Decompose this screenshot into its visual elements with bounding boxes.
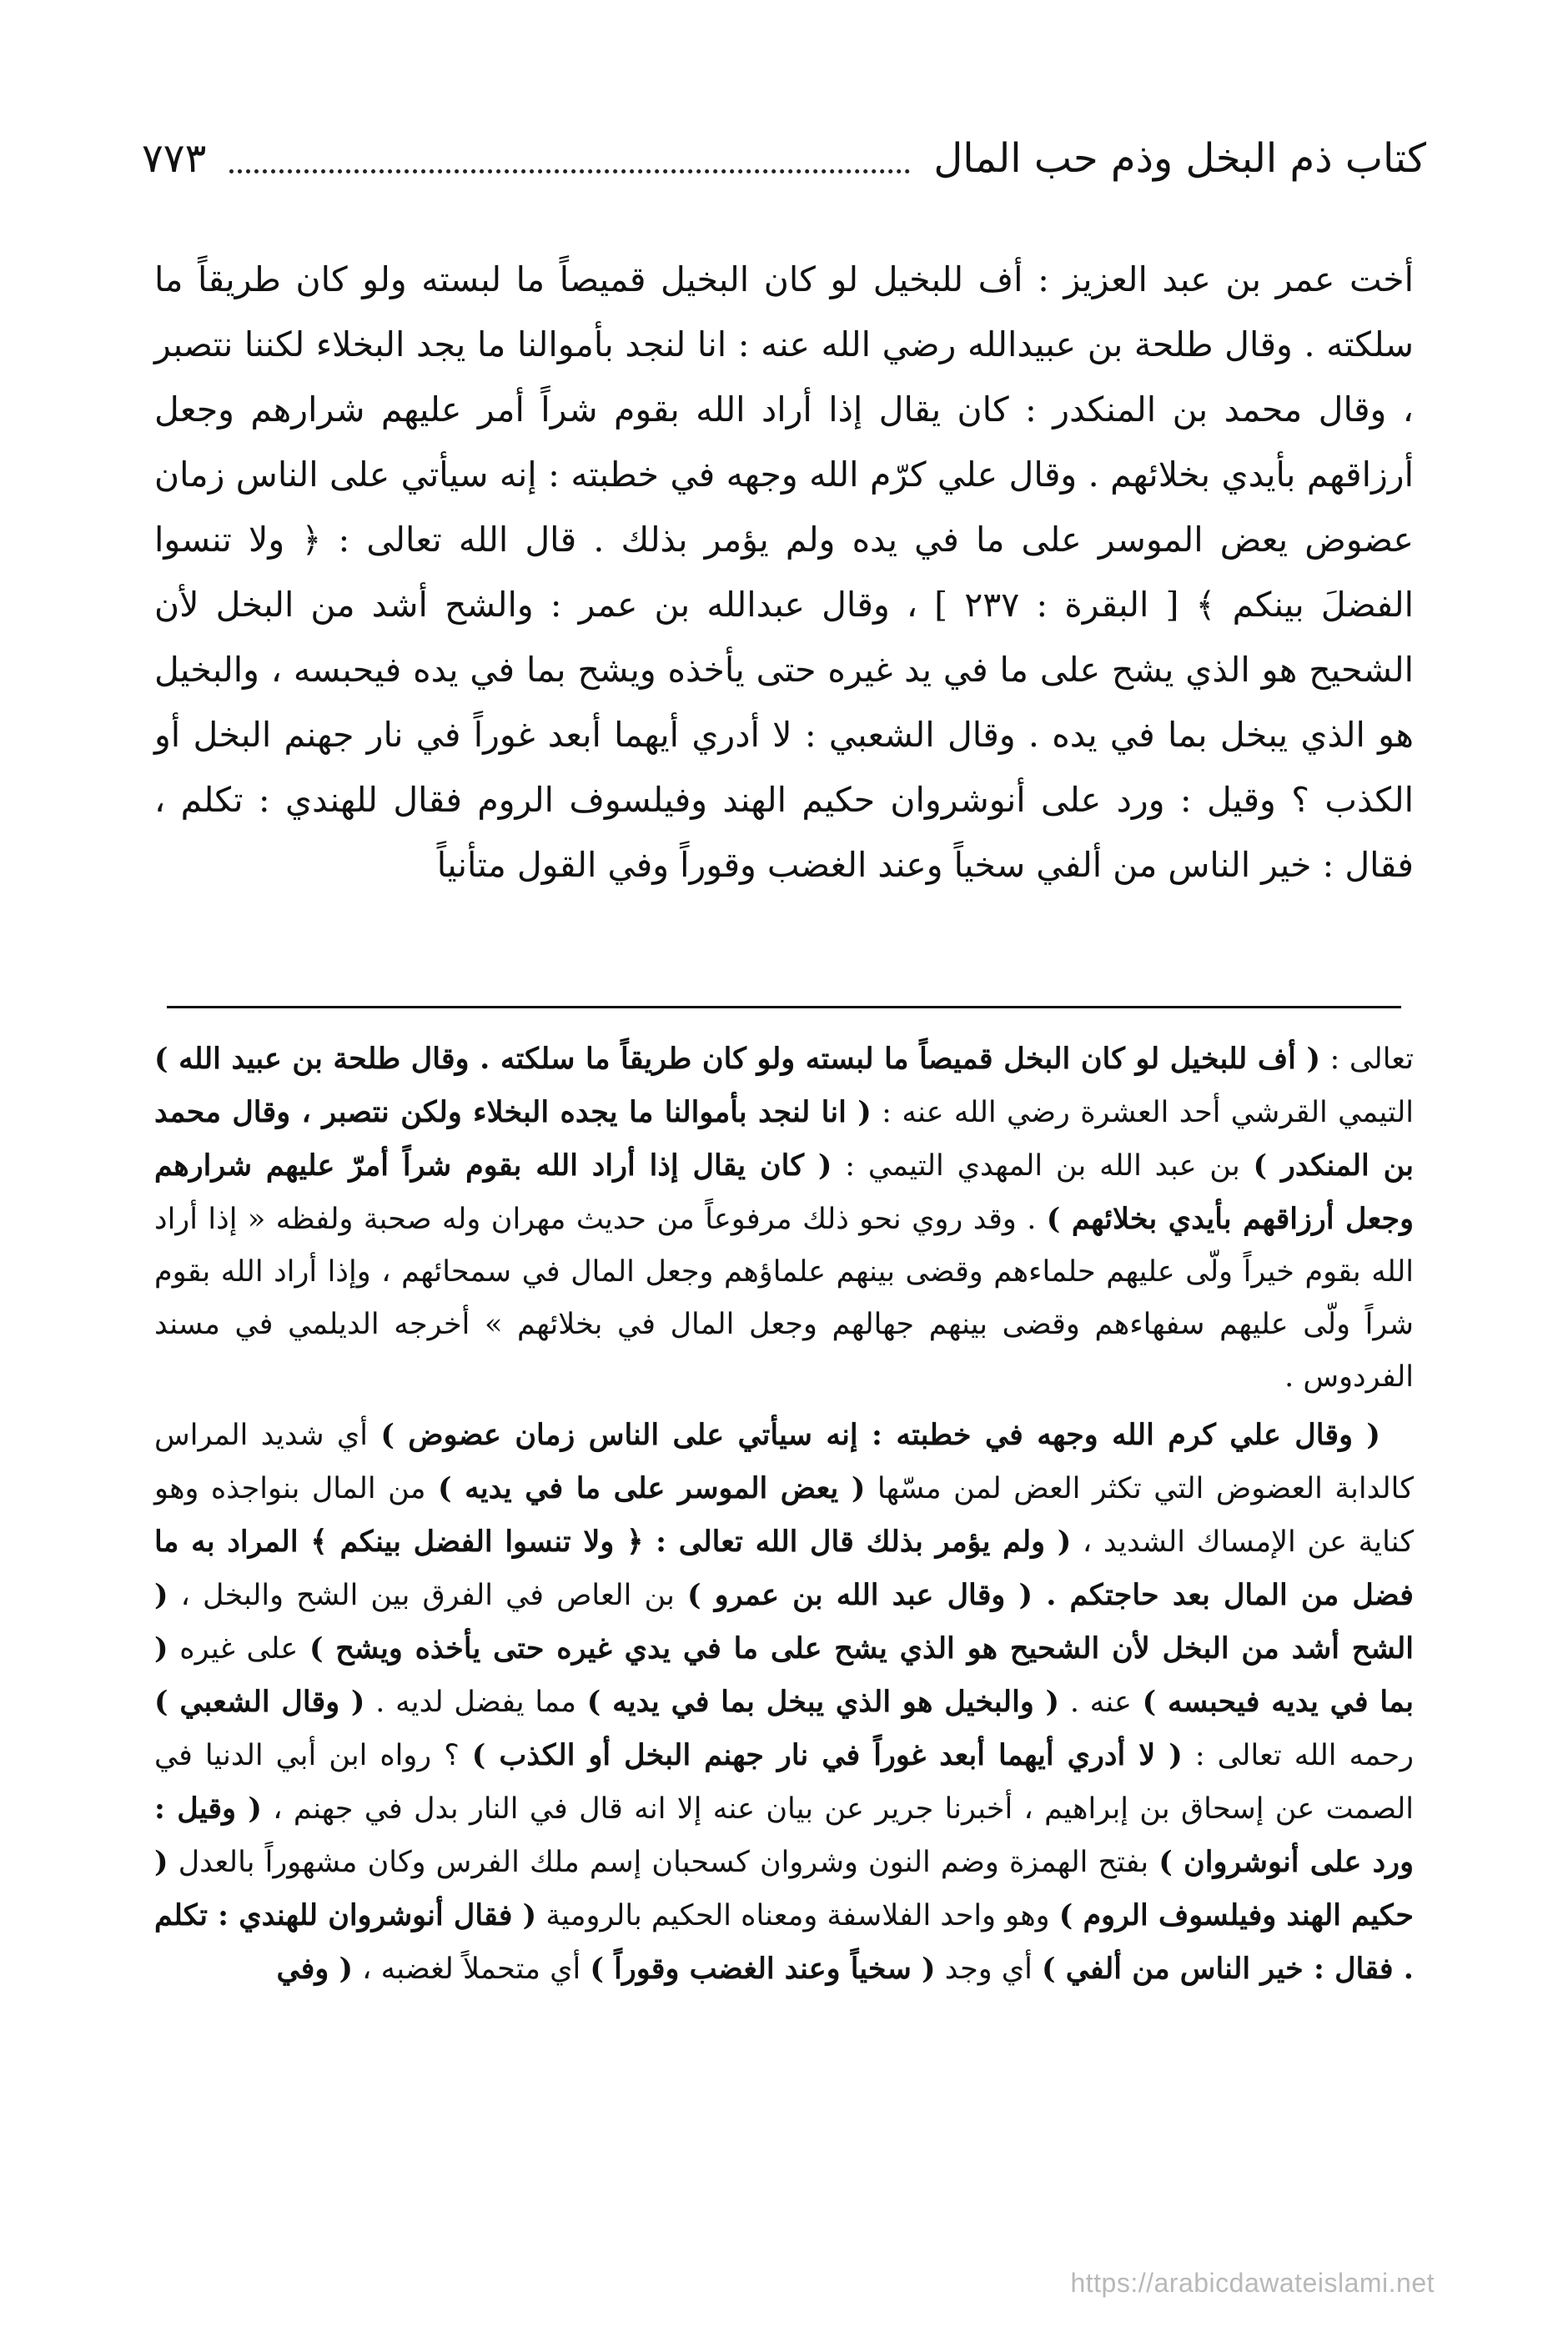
commentary-segment: ؟ رواه ابن أبي الدنيا في الصمت عن إسحاق بن إبراهيم ، أخبرنا جرير عن بيان عنه إلا انه قال في النار بدل في جهنم ، (154, 1739, 1414, 1826)
quoted-matn-segment: ( والبخيل هو الذي يبخل بما في يديه ) (586, 1685, 1060, 1719)
quoted-matn-segment: ( الشح أشد من البخل لأن الشحيح هو الذي يشح على ما في يدي غيره حتى يأخذه ويشح ) (154, 1578, 1414, 1666)
quoted-matn-segment: ( انا لنجد بأموالنا ما يجده البخلاء ولكن نتصبر ، وقال محمد بن المنكدر ) (154, 1095, 1414, 1183)
commentary-segment: تعالى : (1320, 1043, 1414, 1076)
commentary-segment: بن العاص في الفرق بين الشح والبخل ، (168, 1579, 687, 1612)
quoted-matn-segment: ( سخياً وعند الغضب وقوراً ) (590, 1952, 936, 1986)
commentary-segment: مما يفضل لديه . (364, 1686, 587, 1719)
commentary-segment: أي وجد (935, 1953, 1042, 1986)
commentary-segment: التيمي القرشي أحد العشرة رضي الله عنه : (871, 1096, 1414, 1129)
page-number: ٧٧٣ (142, 135, 207, 182)
quoted-matn-segment: ( وفي (276, 1952, 354, 1986)
commentary-segment: على غيره (168, 1632, 309, 1666)
quoted-matn-segment: ( فقال أنوشروان للهندي : تكلم . فقال : خير الناس من ألفي ) (154, 1898, 1414, 1986)
commentary-segment: بفتح الهمزة وضم النون وشروان كسحبان إسم ملك الفرس وكان مشهوراً بالعدل (168, 1846, 1159, 1879)
header-dot-leader (229, 169, 910, 173)
commentary-segment: أي شديد المراس كالدابة العضوض التي تكثر العض لمن مسّها (154, 1419, 1414, 1505)
commentary-paragraph-2 (154, 1409, 1414, 1996)
commentary-segment: . وقد روي نحو ذلك مرفوعاً من حديث مهران وله صحبة ولفظه « إذا أراد الله بقوم خيراً ولّى عليهم حلماءهم وقضى بينهم علماؤهم وجعل المال في سمحائهم ، وإذا أراد الله بقوم شراً ولّى عليهم سفهاءهم وقضى بينهم جهالهم وجعل المال في بخلائهم » أخرجه الديلمي في مسند الفردوس . (154, 1203, 1414, 1394)
quoted-matn-segment: ( كان يقال إذا أراد الله بقوم شراً أمرّ عليهم شرارهم وجعل أرزاقهم بأيدي بخلائهم ) (154, 1148, 1414, 1236)
quoted-matn-segment: ( لا أدري أيهما أبعد غوراً في نار جهنم البخل أو الكذب ) (471, 1738, 1183, 1772)
site-watermark: https://arabicdawateislami.net (1070, 2268, 1435, 2298)
commentary-segment: رحمه الله تعالى : (1182, 1739, 1415, 1772)
quoted-matn-segment: ( وقيل : ورد على أنوشروان ) (154, 1792, 1414, 1879)
book-title: كتاب ذم البخل وذم حب المال (933, 135, 1426, 182)
quoted-matn-segment: ( ولم يؤمر بذلك قال الله تعالى : ﴿ ولا تنسوا الفضل بينكم ﴾ المراد به ما فضل من المال بعد حاجتكم . ( وقال عبد الله بن عمرو ) (154, 1525, 1414, 1612)
main-text-paragraph: أخت عمر بن عبد العزيز : أف للبخيل لو كان البخيل قميصاً ما لبسته ولو كان طريقاً ما سلكته . وقال طلحة بن عبيدالله رضي الله عنه : انا لنجد بأموالنا ما يجد البخلاء لكننا نتصبر ، وقال محمد بن المنكدر : كان يقال إذا أراد الله بقوم شراً أمر عليهم شرارهم وجعل أرزاقهم بأيدي بخلائهم . وقال علي كرّم الله وجهه في خطبته : إنه سيأتي على الناس زمان عضوض يعض الموسر على ما في يده ولم يؤمر بذلك . قال الله تعالى : ﴿ ولا تنسوا الفضلَ بينكم ﴾ [ البقرة : ٢٣٧ ] ، وقال عبدالله بن عمر : والشح أشد من البخل لأن الشحيح هو الذي يشح على ما في يد غيره حتى يأخذه ويشح بما في يده فيحبسه ، والبخيل هو الذي يبخل بما في يده . وقال الشعبي : لا أدري أيهما أبعد غوراً في نار جهنم البخل أو الكذب ؟ وقيل : ورد على أنوشروان حكيم الهند وفيلسوف الروم فقال للهندي : تكلم ، فقال : خير الناس من ألفي سخياً وعند الغضب وقوراً وفي القول متأنياً (154, 259, 1414, 885)
quoted-matn-segment: ( حكيم الهند وفيلسوف الروم ) (154, 1845, 1414, 1932)
quoted-matn-segment: ( أف للبخيل لو كان البخل قميصاً ما لبسته ولو كان طريقاً ما سلكته . وقال طلحة بن عبيد الله ) (154, 1042, 1321, 1076)
quoted-matn-segment: ( يعض الموسر على ما في يديه ) (437, 1471, 866, 1505)
separator-rule (167, 1006, 1401, 1008)
commentary-paragraph-1 (154, 1033, 1414, 1404)
main-text (154, 247, 1414, 897)
commentary-segment: أي متحملاً لغضبه ، (353, 1953, 591, 1986)
commentary-segment: بن عبد الله بن المهدي التيمي : (832, 1149, 1254, 1183)
quoted-matn-segment: ( وقال الشعبي ) (154, 1685, 365, 1719)
commentary-segment: من المال بنواجذه وهو كناية عن الإمساك الشديد ، (154, 1472, 1414, 1559)
running-header (142, 117, 1426, 183)
commentary (154, 1033, 1414, 1996)
commentary-segment: وهو واحد الفلاسفة ومعناه الحكيم بالرومية (536, 1899, 1059, 1932)
quoted-matn-segment: ( وقال علي كرم الله وجهه في خطبته : إنه سيأتي على الناس زمان عضوض ) (380, 1418, 1380, 1452)
commentary-segment: عنه . (1059, 1686, 1143, 1719)
quoted-matn-segment: ( بما في يديه فيحبسه ) (154, 1631, 1414, 1719)
